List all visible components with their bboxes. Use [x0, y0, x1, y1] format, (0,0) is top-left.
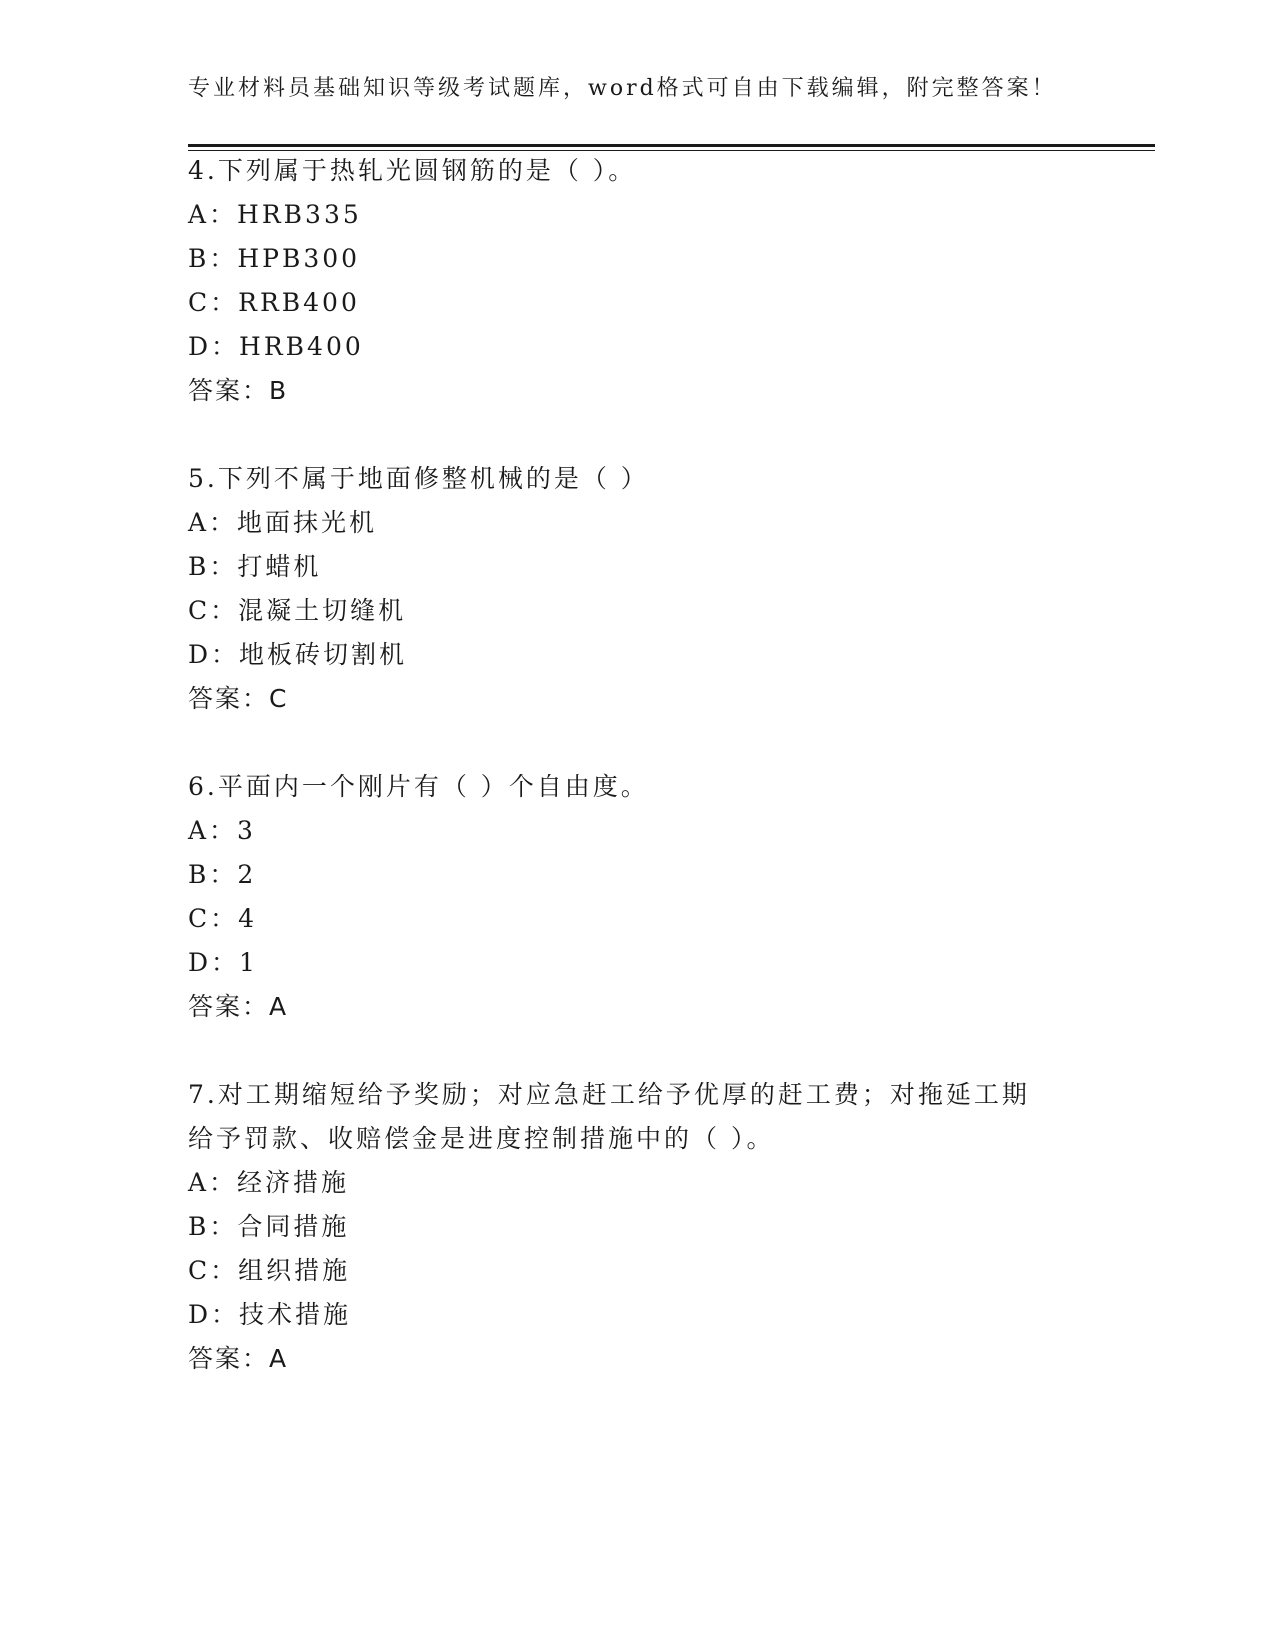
option-a: A：HRB335 [188, 200, 362, 229]
page-header: 专业材料员基础知识等级考试题库，word格式可自由下载编辑，附完整答案！ [188, 76, 1057, 101]
option-c: C：RRB400 [188, 288, 360, 317]
question-stem: 5.下列不属于地面修整机械的是（ ） [188, 464, 649, 493]
option-b: B：打蜡机 [188, 552, 322, 581]
option-a: A：地面抹光机 [188, 508, 378, 537]
question-stem: 7.对工期缩短给予奖励；对应急赶工给予优厚的赶工费；对拖延工期 [188, 1080, 1030, 1109]
option-b: B：HPB300 [188, 244, 361, 273]
header-rule-thick [188, 144, 1155, 147]
option-b: B：合同措施 [188, 1212, 350, 1241]
option-a: A：3 [188, 816, 256, 845]
option-d: D：技术措施 [188, 1300, 352, 1329]
header-rule-thin [188, 150, 1155, 151]
option-d: D：HRB400 [188, 332, 364, 361]
option-a: A：经济措施 [188, 1168, 350, 1197]
option-c: C：混凝土切缝机 [188, 596, 407, 625]
option-d: D：地板砖切割机 [188, 640, 408, 669]
answer-label: 答案：A [188, 992, 289, 1021]
option-b: B：2 [188, 860, 257, 889]
question-stem: 4.下列属于热轧光圆钢筋的是（ ）。 [188, 156, 637, 185]
option-c: C：组织措施 [188, 1256, 351, 1285]
option-c: C：4 [188, 904, 258, 933]
question-stem-continued: 给予罚款、收赔偿金是进度控制措施中的（ ）。 [188, 1124, 775, 1153]
answer-label: 答案：B [188, 376, 289, 405]
answer-label: 答案：C [188, 684, 289, 713]
question-stem: 6.平面内一个刚片有（ ）个自由度。 [188, 772, 649, 801]
option-d: D：1 [188, 948, 258, 977]
answer-label: 答案：A [188, 1344, 289, 1373]
